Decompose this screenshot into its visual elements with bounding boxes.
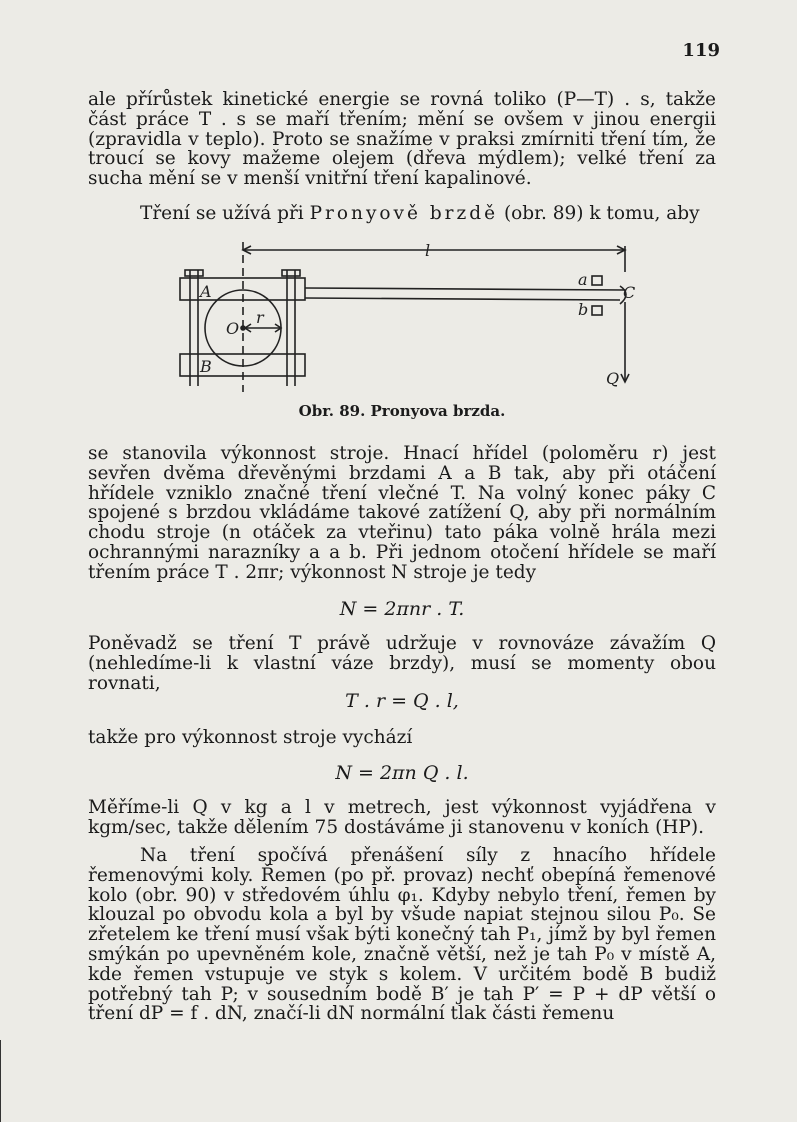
label-q: Q xyxy=(606,369,620,388)
label-b: b xyxy=(578,300,589,319)
label-l: l xyxy=(425,242,431,260)
equation-1: N = 2πnr . T. xyxy=(339,598,465,620)
label-r: r xyxy=(256,308,264,327)
paragraph-3-text: se stanovila výkonnost stroje. Hnací hřídel (poloměru r) jest sevřen dvěma dřevěnými brzdami A a B tak, aby při otáčení hřídele vzniklo značné tření vlečné T. Na volný konec páky C spojené s brzdou vkládáme takové zatížení Q, aby při normálním chodu stroje (n otáček za vteřinu) tato páka volně hrála mezi ochrannými narazníky a a b. Při jednom otočení hřídele se maří třením práce T . 2πr; výkonnost N stroje je tedy xyxy=(88,443,716,583)
label-c: C xyxy=(623,283,636,302)
lever-top-edge xyxy=(305,288,625,290)
page-number: 119 xyxy=(682,40,720,61)
stop-b xyxy=(592,306,602,315)
nut-top-right xyxy=(282,270,300,276)
paragraph-7-text: Na tření spočívá přenášení síly z hnacího hřídele řemenovými koly. Řemen (po př. provaz) nechť obepíná řemenové kolo (obr. 90) v středovém úhlu φ₁. Kdyby nebylo tření, řemen by klouzal po obvodu kola a byl by všude napiat stejnou silou P₀. Se zřetelem ke tření musí však býti konečný tah P₁, jímž by byl řemen smýkán po upevněném kole, značně větší, než je tah P₀ v místě A, kde řemen vstupuje ve styk s kolem. V určitém bodě B budiž potřebný tah P; v sousedním bodě B′ je tah P′ = P + dP větší o tření dP = f . dN, značí-li dN normální tlak části řemenu xyxy=(88,845,716,1025)
paragraph-6-text: Měříme-li Q v kg a l v metrech, jest výkonnost vyjádřena v kgm/sec, takže dělením 75 dostáváme ji stanovenu v koních (HP). xyxy=(88,797,716,838)
paragraph-2-end: (obr. 89) k tomu, aby xyxy=(503,203,700,224)
label-block-b: B xyxy=(200,357,212,376)
figure-caption: Obr. 89. Pronyova brzda. xyxy=(298,402,506,420)
paragraph-5-text: takže pro výkonnost stroje vychází xyxy=(88,727,413,748)
nut-top-left xyxy=(185,270,203,276)
figure-89-prony-brake xyxy=(170,242,660,392)
paragraph-6 xyxy=(88,798,716,838)
lever-bottom-edge xyxy=(305,298,620,300)
paragraph-1-text: ale přírůstek kinetické energie se rovná toliko (P—T) . s, takže část práce T . s se maří třením; mění se ovšem v jinou energii (zpravidla v teplo). Proto se snažíme v praksi zmírniti tření tím, že troucí se kovy mažeme olejem (dřeva mýdlem); velké tření za sucha mění se v menší vnitřní tření kapalinové. xyxy=(88,89,716,190)
label-block-a: A xyxy=(200,282,212,301)
paragraph-1 xyxy=(88,90,716,189)
equation-2: T . r = Q . l, xyxy=(345,690,459,712)
stop-a xyxy=(592,276,602,285)
paragraph-5 xyxy=(88,728,716,748)
label-o: O xyxy=(226,319,240,338)
page-edge-shadow xyxy=(0,1040,11,1122)
label-a: a xyxy=(578,270,588,289)
pronyova-brzda-term: Pronyově brzdě xyxy=(309,203,499,224)
paragraph-4 xyxy=(88,634,716,693)
paragraph-4-text: Poněvadž se tření T právě udržuje v rovnováze závažím Q (nehledíme-li k vlastní váze brzdy), musí se momenty obou rovnati, xyxy=(88,633,716,694)
paragraph-7 xyxy=(88,846,716,1024)
paragraph-2-line xyxy=(88,204,716,224)
paragraph-2-start: Tření se užívá při xyxy=(140,203,304,224)
prony-brake-diagram xyxy=(170,242,660,392)
paragraph-2 xyxy=(88,204,716,224)
equation-3: N = 2πn Q . l. xyxy=(335,762,469,784)
paragraph-3 xyxy=(88,444,716,583)
